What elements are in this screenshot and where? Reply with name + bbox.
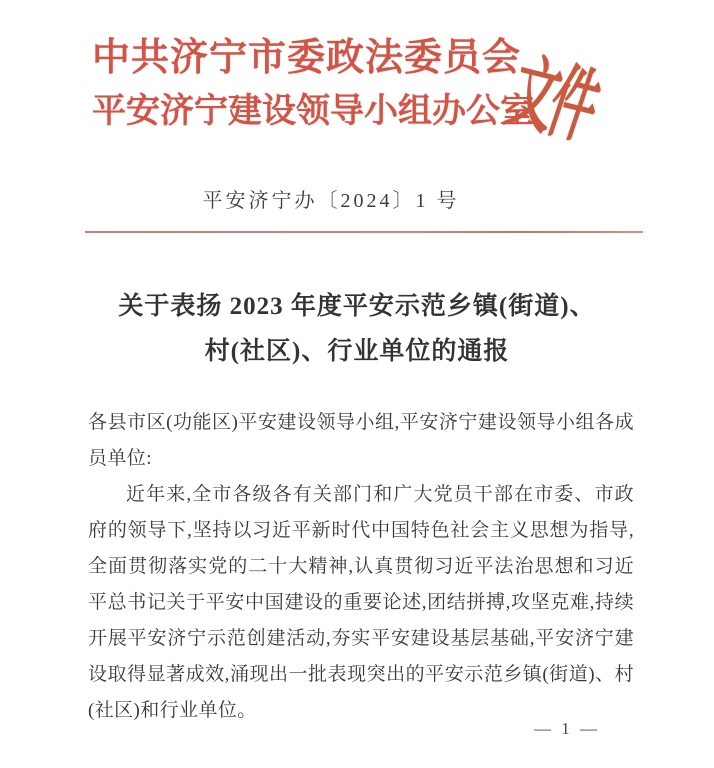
- salutation: 各县市区(功能区)平安建设领导小组,平安济宁建设领导小组各成员单位:: [88, 412, 634, 469]
- doc-title: [60, 284, 654, 374]
- page-number: — 1 —: [534, 719, 600, 738]
- issuer-name-line2: 平安济宁建设领导小组办公室: [92, 93, 534, 130]
- doc-body: [88, 405, 634, 729]
- doc-title-line2: 村(社区)、行业单位的通报: [204, 338, 510, 365]
- doc-number: 平安济宁办〔2024〕1 号: [202, 190, 460, 212]
- doc-type-label: 文件: [498, 46, 606, 154]
- letterhead: [92, 30, 562, 138]
- issuer-name-line1: 中共济宁市委政法委员会: [92, 37, 522, 79]
- red-divider-rule: [85, 231, 643, 233]
- doc-title-line1: 关于表扬 2023 年度平安示范乡镇(街道)、: [118, 293, 596, 320]
- body-paragraph: 近年来,全市各级各有关部门和广大党员干部在市委、市政府的领导下,坚持以习近平新时代中国特色社会主义思想为指导,全面贯彻落实党的二十大精神,认真贯彻习近平法治思想和习近平总书记关于平安中国建设的重要论述,团结拼搏,攻坚克难,持续开展平安济宁示范创建活动,夯实平安建设基层基础,平安济宁建设取得显著成效,涌现出一批表现突出的平安示范乡镇(街道)、村(社区)和行业单位。: [88, 484, 634, 721]
